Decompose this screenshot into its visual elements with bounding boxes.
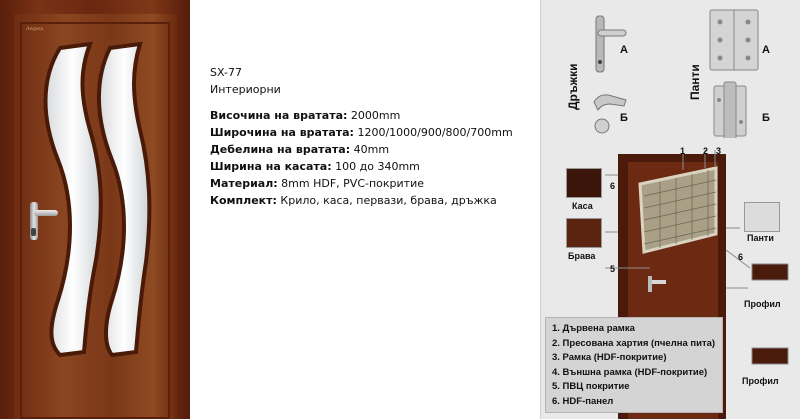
hinge-a-letter: А [762, 44, 770, 56]
callout-profil-2: Профил [742, 376, 779, 386]
construction-legend [545, 317, 723, 413]
spec-width: Широчина на вратата: 1200/1000/900/800/700mm [210, 126, 513, 139]
callout-number-1: 1 [680, 146, 686, 156]
cutaway-handle [650, 280, 666, 284]
legend-item-3: 3. Рамка (HDF-покритие) [552, 352, 667, 363]
hinges-illustration [708, 8, 760, 138]
callout-number-2: 2 [703, 146, 709, 156]
legend-item-2: 2. Пресована хартия (пчелна пита) [552, 337, 716, 349]
frame-thumb [566, 168, 602, 198]
model-name: SX-77 [210, 66, 242, 79]
hinges-title: Панти [688, 64, 702, 100]
legend-item-5: 5. ПВЦ покритие [552, 381, 630, 392]
handles-title: Дръжки [566, 63, 580, 110]
callout-profil-1: Профил [744, 299, 781, 309]
glass-panel-left [46, 44, 101, 355]
spec-set: Комплект: Крило, каса, первази, брава, дръжка [210, 194, 497, 207]
hinge-thumb [744, 202, 780, 232]
legend-item-6: 6. HDF-панел [552, 395, 614, 407]
handle-a-lever [598, 30, 626, 36]
legend-item-4: 4. Външна рамка (HDF-покритие) [552, 366, 708, 378]
callout-number-6a: 6 [610, 181, 616, 191]
spec-material: Материал: 8mm HDF, PVC-покритие [210, 177, 424, 190]
handle-b-lever [594, 95, 626, 110]
handle-a-keyhole [598, 60, 602, 64]
door-photo [0, 0, 192, 419]
callout-panti: Панти [747, 233, 774, 243]
keyhole-icon [31, 228, 36, 236]
hinge-b-letter: Б [762, 112, 770, 124]
profile-thumb-1 [752, 264, 788, 280]
door-brand-mark: Angwa [26, 26, 44, 32]
spec-thickness: Дебелина на вратата: 40mm [210, 143, 390, 156]
spec-frame-width: Ширина на касата: 100 до 340mm [210, 160, 420, 173]
callout-number-6b: 6 [738, 252, 744, 262]
callout-kasa: Каса [572, 201, 593, 211]
handle-b-rosette [595, 119, 609, 133]
product-specs [210, 64, 530, 209]
product-category: Интериорни [210, 83, 281, 96]
callout-number-5: 5 [610, 264, 616, 274]
callout-number-3: 3 [716, 146, 722, 156]
door-glass-panels [0, 0, 192, 419]
legend-item-1: 1. Дървена рамка [552, 323, 635, 334]
door-handle-lever [34, 210, 58, 216]
handle-b-letter: Б [620, 112, 628, 124]
spec-height: Височина на вратата: 2000mm [210, 109, 401, 122]
lock-thumb [566, 218, 602, 248]
profile-thumb-2 [752, 348, 788, 364]
handle-a-letter: А [620, 44, 628, 56]
glass-panel-right [99, 44, 149, 355]
callout-brava: Брава [568, 251, 596, 261]
